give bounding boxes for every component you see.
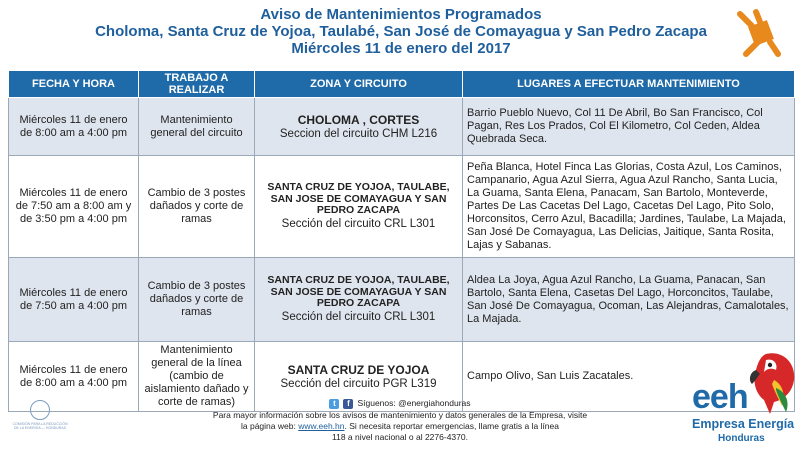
cell-work: Cambio de 3 postes dañados y corte de ramas bbox=[139, 156, 255, 258]
header-work: TRABAJO A REALIZAR bbox=[139, 71, 255, 98]
seal-icon bbox=[30, 400, 50, 420]
header-places: LUGARES A EFECTUAR MANTENIMIENTO bbox=[463, 71, 795, 98]
plug-icon bbox=[732, 8, 784, 60]
notice-date: Miércoles 11 de enero del 2017 bbox=[291, 40, 511, 57]
cell-date: Miércoles 11 de enero de 8:00 am a 4:00 pm bbox=[9, 98, 139, 156]
footer-line-2-post: . Si necesita reportar emergencias, llame gratis a la línea bbox=[344, 421, 559, 431]
notice-title: Aviso de Mantenimientos Programados bbox=[260, 6, 542, 23]
notice-subtitle: Choloma, Santa Cruz de Yojoa, Taulabé, San José de Comayagua y San Pedro Zacapa bbox=[95, 23, 707, 40]
macaw-icon bbox=[748, 350, 798, 414]
zone-title: CHOLOMA , CORTES bbox=[297, 112, 420, 127]
header-date: FECHA Y HORA bbox=[9, 71, 139, 98]
footer-line-2-pre: la página web: bbox=[240, 421, 296, 431]
cell-places: Barrio Pueblo Nuevo, Col 11 De Abril, Bo San Francisco, Col Pagan, Res Los Prados, Col El Kilometro, Col Ceden, Aldea Quebrada Seca. bbox=[463, 98, 795, 156]
social-row bbox=[190, 398, 610, 409]
facebook-icon[interactable]: f bbox=[343, 399, 353, 409]
cell-zone bbox=[255, 258, 463, 342]
cell-zone bbox=[255, 98, 463, 156]
table-header-row bbox=[9, 71, 795, 98]
zone-circuit: Seccion del circuito CHM L216 bbox=[279, 127, 438, 140]
eeh-wordmark: eeh bbox=[692, 378, 748, 416]
header-zone: ZONA Y CIRCUITO bbox=[255, 71, 463, 98]
government-logo bbox=[10, 400, 70, 446]
zone-circuit: Sección del circuito CRL L301 bbox=[281, 310, 436, 323]
footer bbox=[190, 398, 610, 443]
twitter-icon[interactable]: t bbox=[329, 399, 339, 409]
table-row bbox=[9, 98, 795, 156]
cell-places: Aldea La Joya, Agua Azul Rancho, La Guama, Panacan, San Bartolo, Santa Elena, Casetas Del Lago, Horconcitos, Taulabe, San José De Comayagua, Ocoman, Las Alejandras, Camalotales, La Majada. bbox=[463, 258, 795, 342]
eeh-country: Honduras bbox=[718, 433, 765, 444]
zone-title: SANTA CRUZ DE YOJOA, TAULABE, SAN JOSE DE COMAYAGUA Y SAN PEDRO ZACAPA bbox=[267, 181, 450, 217]
table-row bbox=[9, 156, 795, 258]
cell-work: Mantenimiento general del circuito bbox=[139, 98, 255, 156]
footer-line-1: Para mayor información sobre los avisos de mantenimiento y datos generales de la Empresa, visite bbox=[212, 410, 588, 420]
cell-places: Campo Olivo, San Luis Zacatales. bbox=[463, 342, 795, 412]
zone-title: SANTA CRUZ DE YOJOA, TAULABE, SAN JOSE DE COMAYAGUA Y SAN PEDRO ZACAPA bbox=[267, 274, 450, 310]
notice-header bbox=[0, 6, 802, 57]
cell-work: Mantenimiento general de la línea (cambio de aislamiento dañado y corte de ramas) bbox=[139, 342, 255, 412]
footer-line-2 bbox=[190, 421, 610, 432]
cell-places: Peña Blanca, Hotel Finca Las Glorias, Costa Azul, Los Caminos, Campanario, Agua Azul Sierra, Agua Azul Rancho, Santa Lucia, La Guama, Santa Elena, Panacam, San Bartolo, Monteverde, Partes De Las Cacetas Del Lago, Cacetas Del Lago, Pito Solo, Horconsitos, Cerro Azul, Bacadilla; Jardines, Taulabe, La Majada, San José De Comayagua, Las Delicias, Jaitique, Santa Rosita, Lajas y Sabanas. bbox=[463, 156, 795, 258]
cell-date: Miércoles 11 de enero de 8:00 am a 4:00 pm bbox=[9, 342, 139, 412]
eeh-name: Empresa Energía bbox=[692, 417, 795, 431]
table-row bbox=[9, 258, 795, 342]
government-logo-text: COMISIÓN PARA LA REDUCCIÓN DE LA ENERGÍA — HONDURAS bbox=[12, 422, 68, 430]
cell-date: Miércoles 11 de enero de 7:50 am a 8:00 am y de 3:50 pm a 4:00 pm bbox=[9, 156, 139, 258]
cell-date: Miércoles 11 de enero de 7:50 am a 4:00 pm bbox=[9, 258, 139, 342]
zone-circuit: Sección del circuito CRL L301 bbox=[281, 217, 436, 230]
eeh-logo bbox=[688, 350, 800, 450]
zone-circuit: Sección del circuito PGR L319 bbox=[280, 377, 437, 390]
social-handle: Síguenos: @energiahonduras bbox=[357, 398, 471, 408]
footer-line-3: 118 a nivel nacional o al 2276-4370. bbox=[332, 432, 468, 442]
website-link[interactable]: www.eeh.hn bbox=[298, 421, 345, 431]
cell-zone bbox=[255, 156, 463, 258]
maintenance-table bbox=[8, 70, 795, 412]
zone-title: SANTA CRUZ DE YOJOA bbox=[287, 362, 430, 377]
cell-work: Cambio de 3 postes dañados y corte de ramas bbox=[139, 258, 255, 342]
